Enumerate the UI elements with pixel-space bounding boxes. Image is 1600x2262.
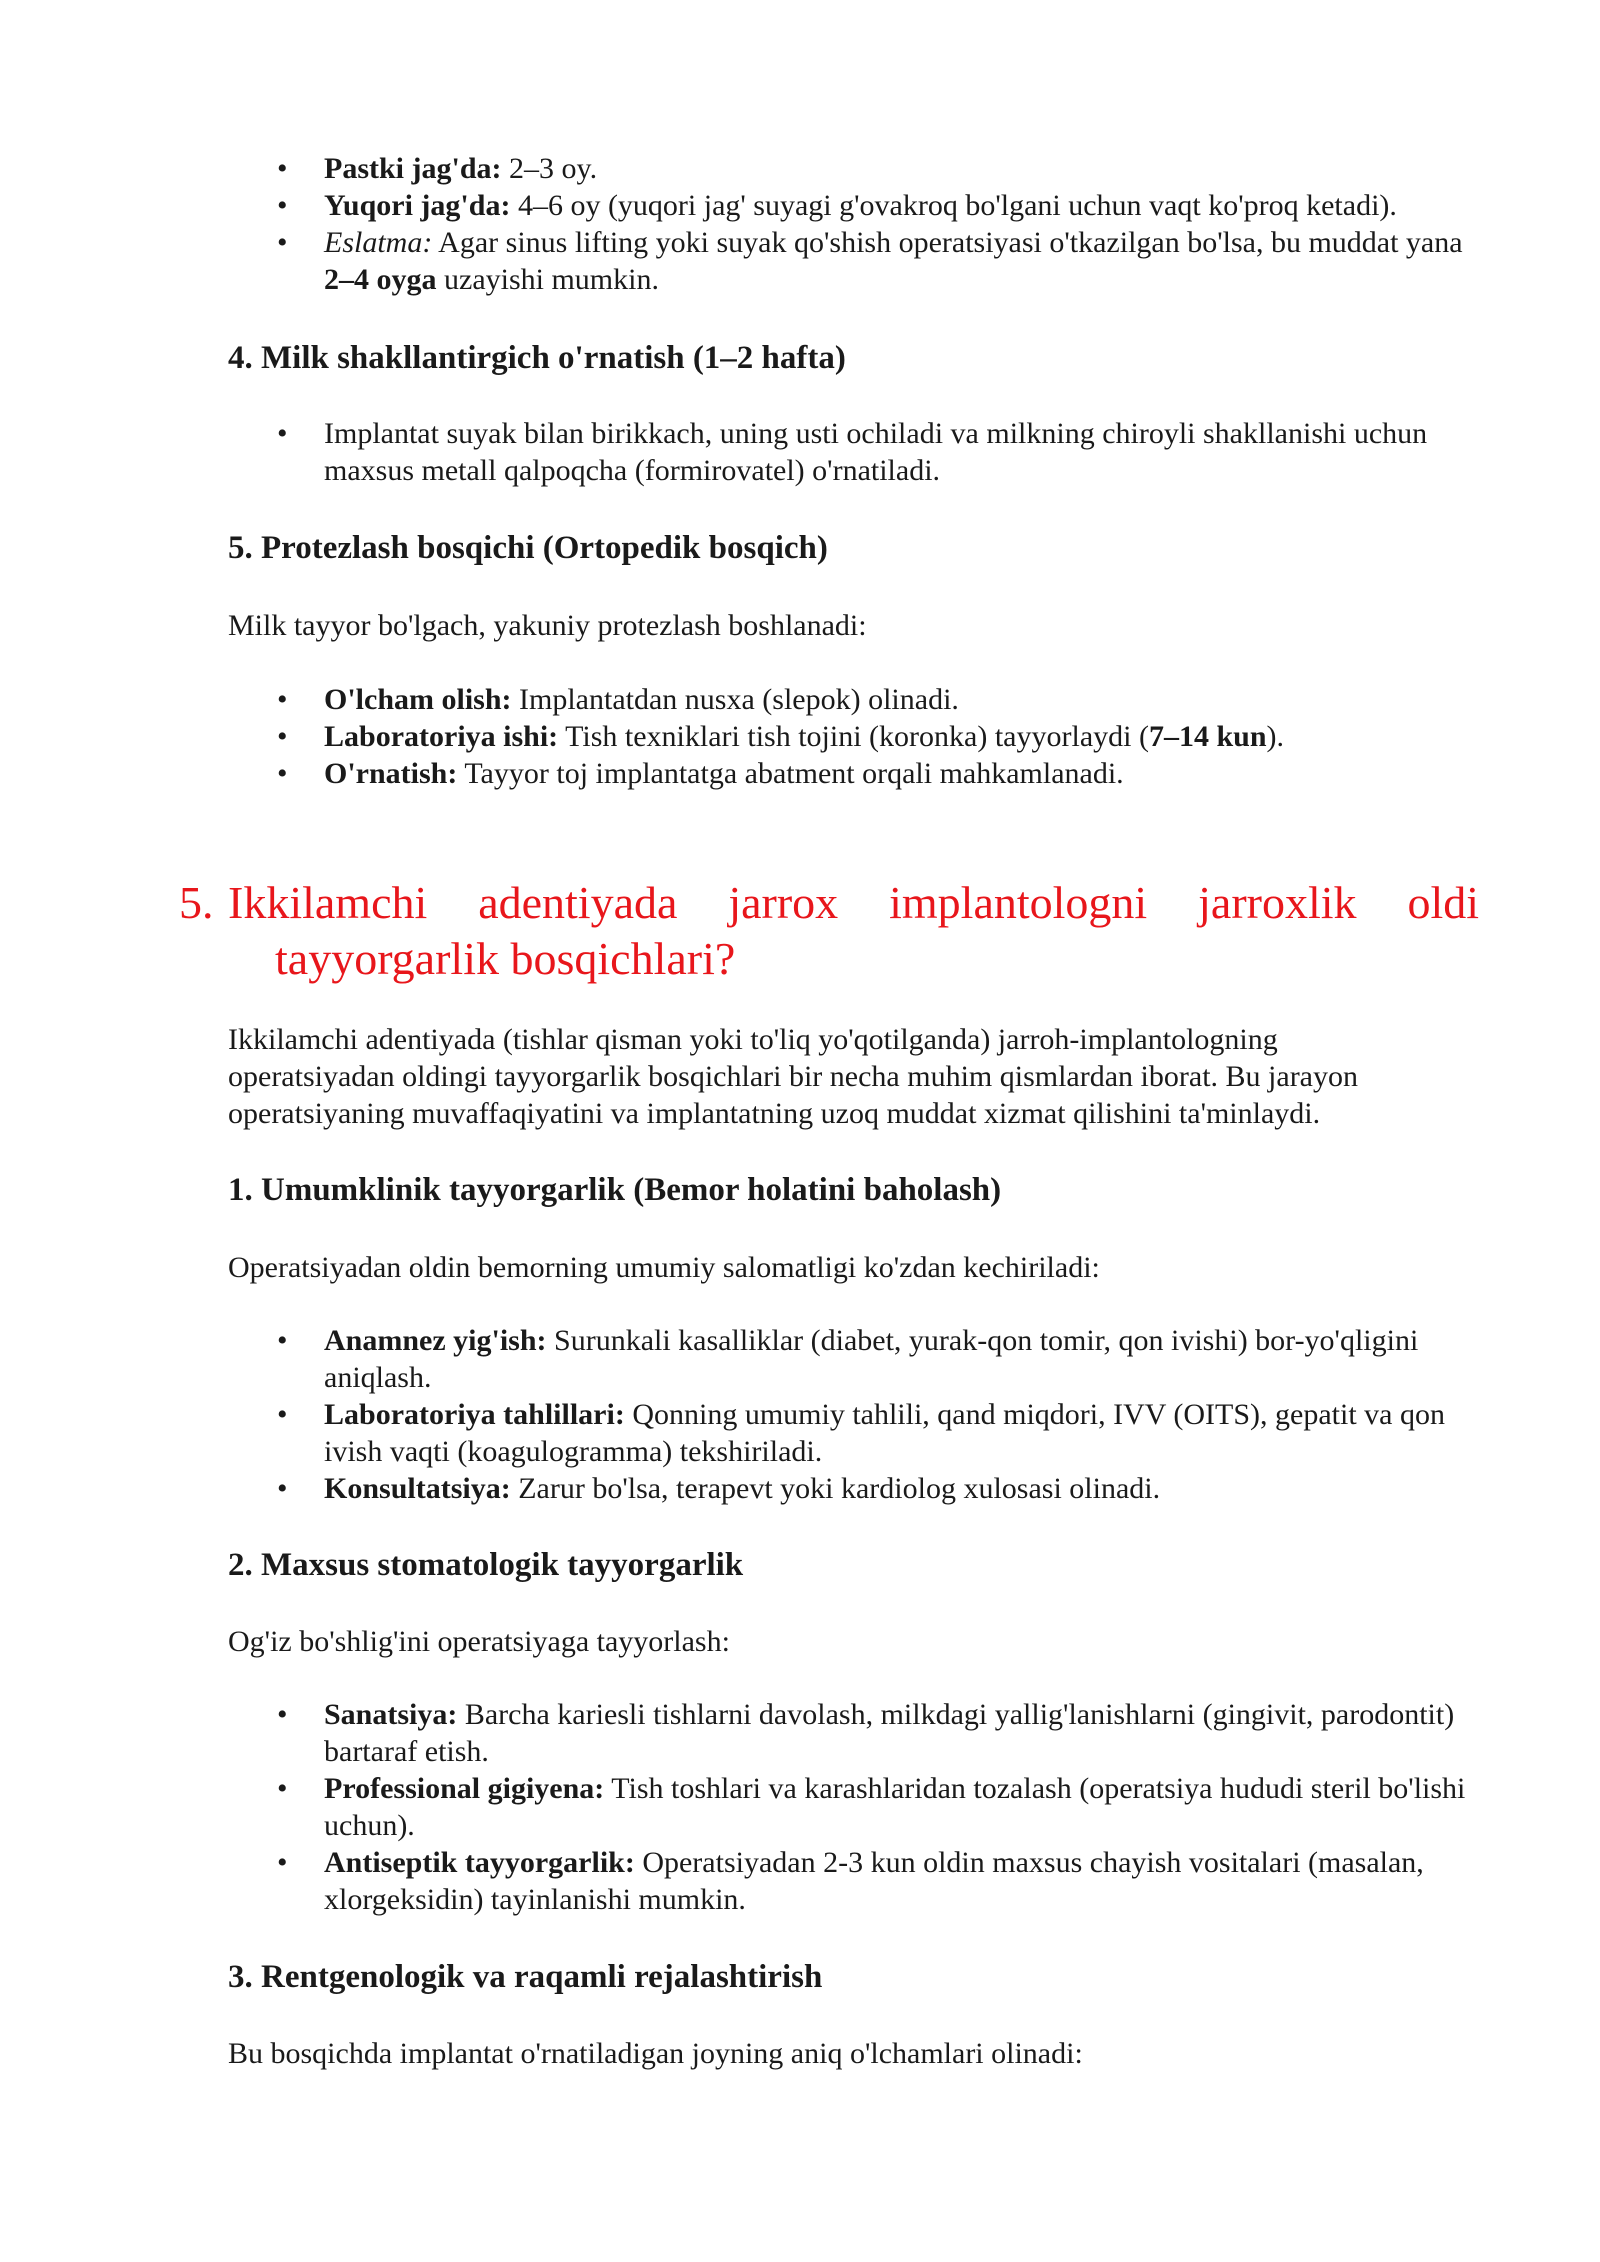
question-line-1: Ikkilamchi adentiyada jarrox implantologni jarroxlik oldi	[228, 877, 1479, 928]
implant-healing-time-list	[228, 150, 1490, 298]
list-item: • Antiseptik tayyorgarlik: Operatsiyadan 2-3 kun oldin maxsus chayish vositalari (masalan, xlorgeksidin) tayinlanishi mumkin.	[228, 1844, 1478, 1918]
intro-paragraph: Ikkilamchi adentiyada (tishlar qisman yoki to'liq yo'qotilganda) jarroh-implantologning operatsiyadan oldingi tayyorgarlik bosqichlari bir necha muhim qismlardan iborat. Bu jarayon operatsiyaning muvaffaqiyatini va implantatning uzoq muddat xizmat qilishini ta'minlaydi.	[228, 1023, 1358, 1130]
paragraph: Bu bosqichda implantat o'rnatiladigan joyning aniq o'lchamlari olinadi:	[228, 2037, 1083, 2070]
section-heading: 3. Rentgenologik va raqamli rejalashtirish	[228, 1959, 823, 1995]
list-item: • Yuqori jag'da: 4–6 oy (yuqori jag' suyagi g'ovakroq bo'lgani uchun vaqt ko'proq ketadi).	[228, 187, 1490, 224]
section-heading: 1. Umumklinik tayyorgarlik (Bemor holatini baholash)	[228, 1172, 1002, 1208]
section-heading: 5. Protezlash bosqichi (Ortopedik bosqich)	[228, 530, 828, 566]
list-item: • Laboratoriya ishi: Tish texniklari tish tojini (koronka) tayyorlaydi (7–14 kun).	[228, 718, 1490, 755]
question-line-2: tayyorgarlik bosqichlari?	[275, 933, 736, 984]
list-item: • Sanatsiya: Barcha kariesli tishlarni davolash, milkdagi yallig'lanishlarni (gingivit, parodontit) bartaraf etish.	[228, 1696, 1478, 1770]
section-heading: 2. Maxsus stomatologik tayyorgarlik	[228, 1547, 744, 1583]
paragraph: Og'iz bo'shlig'ini operatsiyaga tayyorlash:	[228, 1625, 730, 1658]
paragraph: Operatsiyadan oldin bemorning umumiy salomatligi ko'zdan kechiriladi:	[228, 1251, 1100, 1284]
list-step-1	[228, 1322, 1478, 1507]
list-item: • Professional gigiyena: Tish toshlari va karashlaridan tozalash (operatsiya hududi steril bo'lishi uchun).	[228, 1770, 1478, 1844]
list-item: • Laboratoriya tahlillari: Qonning umumiy tahlili, qand miqdori, IVV (OITS), gepatit va qon ivish vaqti (koagulogramma) tekshiriladi.	[228, 1396, 1478, 1470]
list-step-4	[228, 415, 1490, 489]
list-item: • Implantat suyak bilan birikkach, uning usti ochiladi va milkning chiroyli shakllanishi uchun maxsus metall qalpoqcha (formirovatel) o'rnatiladi.	[228, 415, 1490, 489]
question-number: 5.	[179, 877, 214, 928]
list-step-5	[228, 681, 1490, 792]
list-item: • O'lcham olish: Implantatdan nusxa (slepok) olinadi.	[228, 681, 1490, 718]
list-item: • Pastki jag'da: 2–3 oy.	[228, 150, 1490, 187]
list-step-2	[228, 1696, 1478, 1918]
list-item: • Konsultatsiya: Zarur bo'lsa, terapevt yoki kardiolog xulosasi olinadi.	[228, 1470, 1478, 1507]
section-heading: 4. Milk shakllantirgich o'rnatish (1–2 hafta)	[228, 340, 846, 376]
list-item: • Anamnez yig'ish: Surunkali kasalliklar (diabet, yurak-qon tomir, qon ivishi) bor-yo'qligini aniqlash.	[228, 1322, 1478, 1396]
paragraph: Milk tayyor bo'lgach, yakuniy protezlash boshlanadi:	[228, 609, 867, 642]
list-item: • O'rnatish: Tayyor toj implantatga abatment orqali mahkamlanadi.	[228, 755, 1490, 792]
list-item: • Eslatma: Agar sinus lifting yoki suyak qo'shish operatsiyasi o'tkazilgan bo'lsa, bu muddat yana 2–4 oyga uzayishi mumkin.	[228, 224, 1490, 298]
